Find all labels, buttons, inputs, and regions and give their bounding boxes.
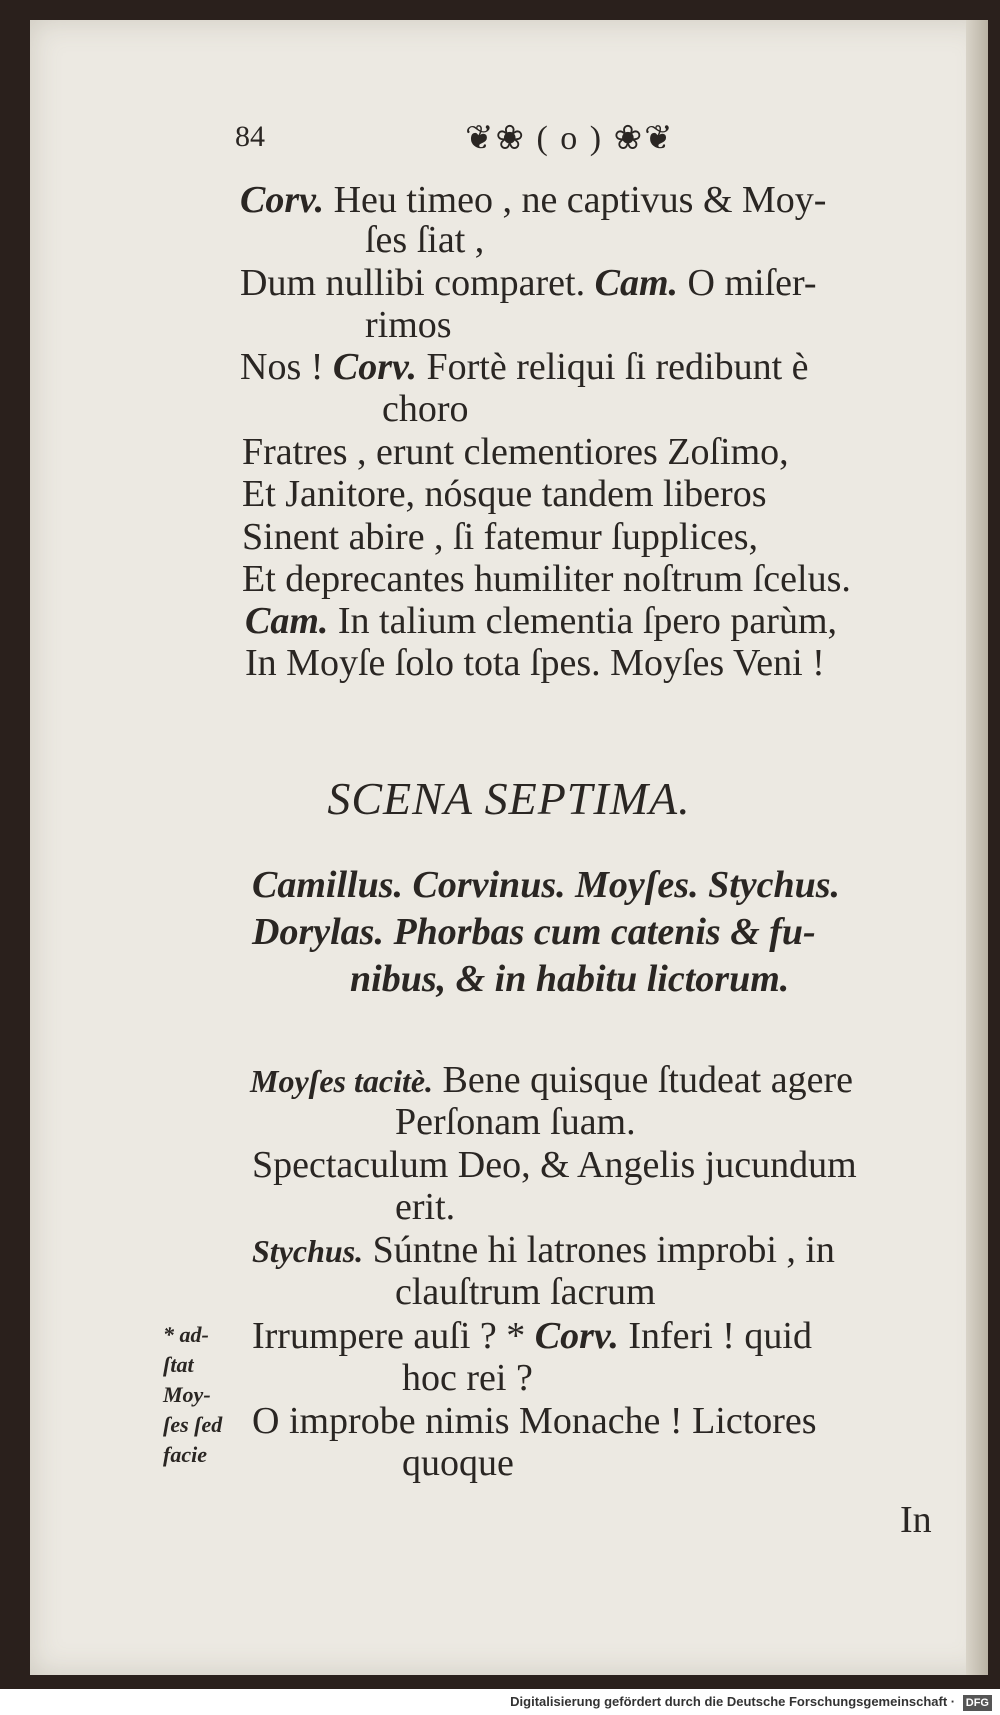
text-line — [395, 1102, 636, 1142]
text-line — [242, 517, 758, 557]
line-text: In Moyſe ſolo tota ſpes. Moyſes Veni ! — [245, 642, 825, 684]
line-text: Dum nullibi comparet. — [240, 262, 586, 304]
line-text: Heu timeo , ne captivus & Moy- — [333, 179, 827, 221]
text-line — [245, 643, 825, 683]
text-line — [242, 432, 789, 472]
header-ornament: ❦❀ ( o ) ❀❦ — [465, 120, 675, 157]
speaker-label: Corv. — [332, 346, 417, 388]
margin-note-line: * ad- — [163, 1322, 209, 1347]
line-text: Perſonam ſuam. — [395, 1101, 636, 1143]
scene-title: SCENA SEPTIMA. — [327, 773, 691, 824]
text-line — [395, 1187, 455, 1227]
line-text: Sinent abire , ſi fatemur ſupplices, — [242, 516, 759, 558]
text-line — [250, 1060, 853, 1101]
line-text: erit. — [395, 1186, 456, 1228]
speaker-label: Moyſes tacitè. — [250, 1063, 434, 1099]
margin-note-line: ſtat — [163, 1352, 194, 1377]
line-text: Inferi ! quid — [628, 1315, 812, 1357]
cast-list-line: Dorylas. Phorbas cum catenis & fu- — [252, 911, 816, 953]
text-line — [402, 1358, 533, 1398]
footer-text: Digitalisierung gefördert durch die Deutsche Forschungsgemeinschaft · — [510, 1694, 956, 1709]
margin-note-line: Moy- — [163, 1382, 211, 1407]
margin-note-line: ſes ſed — [163, 1412, 223, 1437]
text-line — [402, 1443, 514, 1483]
line-text: Et Janitore, nósque tandem liberos — [242, 473, 767, 515]
cast-list-line: nibus, & in habitu lictorum. — [350, 958, 790, 1000]
line-text: Súntne hi latrones improbi , in — [372, 1229, 835, 1271]
text-line — [252, 1145, 857, 1185]
line-text: choro — [382, 388, 469, 430]
text-line — [382, 389, 469, 429]
text-line — [245, 601, 837, 641]
footer-bar — [0, 1689, 1000, 1715]
text-line — [252, 1401, 817, 1441]
text-line — [252, 1316, 812, 1356]
line-text: Irrumpere auſi ? * — [252, 1315, 526, 1357]
line-text: O improbe nimis Monache ! Lictores — [252, 1400, 817, 1442]
line-text: ſes ſiat , — [365, 219, 485, 261]
cast-list-line: Camillus. Corvinus. Moyſes. Stychus. — [252, 864, 841, 906]
margin-note-line: facie — [163, 1442, 207, 1467]
text-line — [240, 180, 826, 220]
line-text: Nos ! — [240, 346, 324, 388]
catchword: In — [900, 1499, 932, 1541]
page-number: 84 — [235, 120, 265, 153]
text-line — [395, 1272, 656, 1312]
line-text: Spectaculum Deo, & Angelis jucundum — [252, 1144, 857, 1186]
speaker-label: Cam. — [245, 600, 329, 642]
line-text: In talium clementia ſpero parùm, — [337, 600, 838, 642]
line-text: Bene quisque ſtudeat agere — [442, 1059, 853, 1101]
line-text: rimos — [365, 304, 452, 346]
line-text: Et deprecantes humiliter noſtrum ſcelus. — [242, 558, 851, 600]
speaker-label: Cam. — [594, 262, 679, 304]
speaker-label: Corv. — [534, 1315, 619, 1357]
line-text: quoque — [402, 1442, 514, 1484]
line-text: clauſtrum ſacrum — [395, 1271, 656, 1313]
text-line — [365, 305, 452, 345]
line-text: Fratres , erunt clementiores Zoſimo, — [242, 431, 789, 473]
text-line — [240, 347, 809, 387]
text-line — [365, 220, 484, 260]
running-header — [235, 120, 795, 164]
page-edge — [966, 20, 988, 1675]
text-line — [252, 1230, 835, 1271]
line-text: hoc rei ? — [402, 1357, 533, 1399]
text-line — [242, 474, 767, 514]
line-text: Fortè reliqui ſi redibunt è — [426, 346, 809, 388]
speaker-label: Corv. — [240, 179, 325, 221]
line-text: O miſer- — [687, 262, 817, 304]
speaker-label: Stychus. — [252, 1233, 364, 1269]
text-line — [242, 559, 851, 599]
dfg-logo: DFG — [963, 1695, 992, 1711]
text-line — [240, 263, 817, 303]
book-page — [30, 20, 988, 1675]
